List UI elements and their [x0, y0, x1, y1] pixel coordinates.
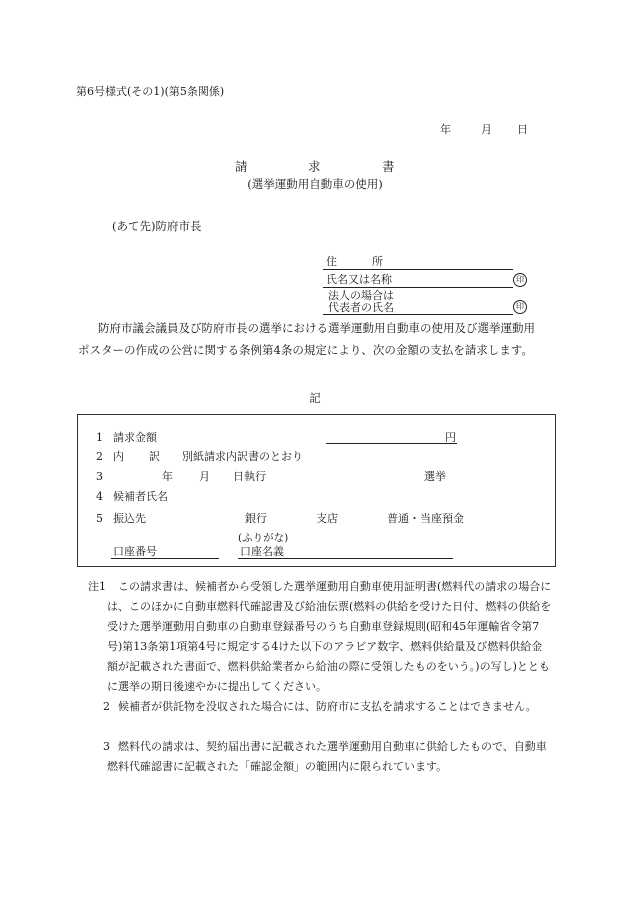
exec-year: 年	[162, 470, 173, 483]
account-name-label: 口座名義	[240, 545, 284, 558]
yen-label: 円	[445, 431, 456, 444]
rep-label-1: 法人の場合は	[328, 289, 394, 302]
note-3-text: 燃料代の請求は、契約届出書に記載された選挙運動用自動車に供給したもので、自動車燃料代確認書に記載された「確認金額」の範囲内に限られています。	[107, 740, 547, 773]
address-label-1: 住	[326, 255, 337, 268]
election-label: 選挙	[424, 470, 446, 483]
subtitle: (選挙運動用自動車の使用)	[247, 177, 383, 191]
breakdown-label-1: 内	[113, 450, 124, 463]
item-5-number: 5	[96, 512, 103, 525]
ki-heading: 記	[309, 391, 321, 405]
title-char-1: 請	[235, 159, 248, 174]
title-char-2: 求	[308, 159, 321, 174]
candidate-label: 候補者氏名	[113, 490, 168, 503]
bank-label: 銀行	[245, 512, 267, 525]
title-char-3: 書	[382, 159, 395, 174]
body-line-1: 防府市議会議員及び防府市長の選挙における選挙運動用自動車の使用及び選挙運動用	[98, 321, 535, 335]
furigana-label: (ふりがな)	[238, 532, 289, 544]
account-type-label: 普通・当座預金	[387, 512, 464, 525]
request-statement	[78, 317, 554, 361]
amount-label: 請求金額	[113, 431, 157, 444]
note-1-text: この請求書は、候補者から受領した選挙運動用自動車使用証明書(燃料代の請求の場合には、このほかに自動車燃料代確認書及び給油伝票(燃料の供給を受けた日付、燃料の供給を受けた選挙運動用自動車の自動車登録番号のうち自動車登録規則(昭和45年運輸省令第7号)第13条第1項第4号に規定する4けた以下のアラビア数字、燃料供給量及び燃料供給金額が記載された書面で、燃料供給業者から給油の際に受領したものをいう。)の写し)とともに選挙の期日後速やかに提出してください。	[107, 580, 552, 693]
rep-label-2: 代表者の氏名	[328, 301, 394, 314]
breakdown-value: 別紙請求内訳書のとおり	[182, 450, 303, 463]
account-number-line	[111, 558, 219, 559]
body-line-2: ポスターの作成の公営に関する条例第4条の規定により、次の金額の支払を請求します。	[78, 343, 533, 357]
account-number-label: 口座番号	[113, 545, 157, 558]
date-day: 日	[517, 123, 528, 136]
note-1-number: 注1	[88, 580, 106, 593]
seal-mark-1: 印	[513, 273, 527, 287]
account-name-line	[238, 558, 453, 559]
addressee: (あて先)防府市長	[112, 219, 202, 233]
exec-month: 月	[199, 470, 210, 483]
name-line	[323, 287, 513, 288]
date-year: 年	[440, 123, 451, 136]
name-label: 氏名又は名称	[326, 273, 392, 286]
item-1-number: 1	[96, 431, 103, 444]
item-3-number: 3	[96, 470, 103, 483]
date-month: 月	[481, 123, 492, 136]
exec-day: 日執行	[233, 470, 266, 483]
note-2-number: 2	[103, 700, 110, 713]
rep-line	[323, 314, 513, 315]
branch-label: 支店	[316, 512, 338, 525]
note-3-number: 3	[103, 740, 110, 753]
seal-mark-2: 印	[513, 300, 527, 314]
item-2-number: 2	[96, 450, 103, 463]
address-line	[323, 269, 513, 270]
transfer-label: 振込先	[113, 512, 146, 525]
breakdown-label-2: 訳	[149, 450, 160, 463]
form-number: 第6号様式(その1)(第5条関係)	[76, 85, 225, 98]
amount-line	[326, 443, 457, 444]
item-4-number: 4	[96, 490, 103, 503]
note-2-text: 候補者が供託物を没収された場合には、防府市に支払を請求することはできません。	[118, 700, 537, 713]
address-label-2: 所	[372, 255, 383, 268]
